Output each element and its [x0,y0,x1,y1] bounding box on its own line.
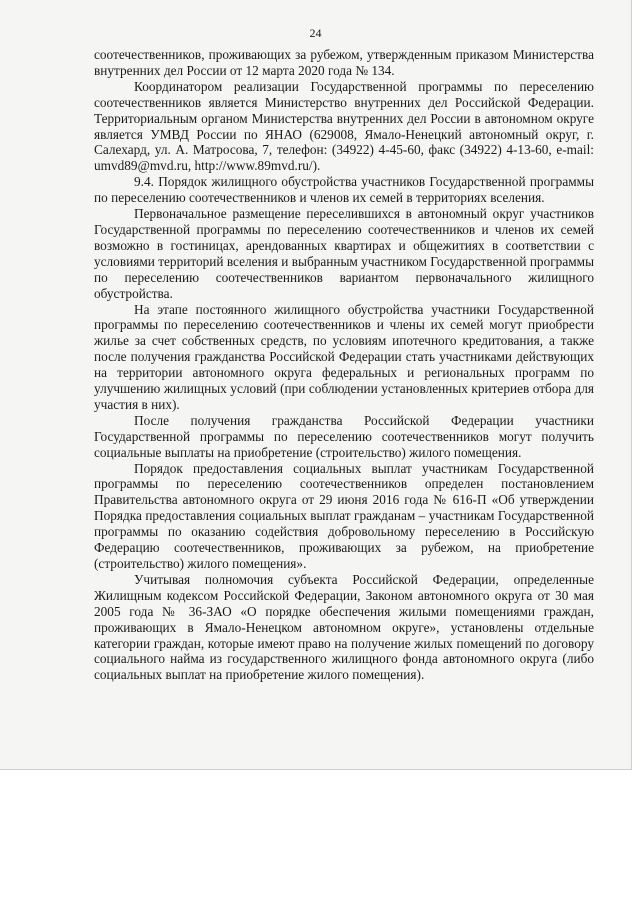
document-body [94,47,594,683]
paragraph-coordinator: Координатором реализации Государственной программы по переселению соотечественников является Министерство внутренних дел Российской Федерации. Территориальным органом Министерства внутренних дел России в автономном округе является УМВД России по ЯНАО (629008, Ямало-Ненецкий автономный округ, г. Салехард, ул. А. Матросова, 7, телефон: (34922) 4-45-60, факс (34922) 4-13-60, e-mail: umvd89@mvd.ru, http://www.89mvd.ru/). [94,78,594,174]
paragraph-social-payments: После получения гражданства Российской Федерации участники Государственной программы по переселению соотечественников могут получить социальные выплаты на приобретение (строительство) жилого помещения. [94,412,594,460]
paragraph-powers: Учитывая полномочия субъекта Российской Федерации, определенные Жилищным кодексом Российской Федерации, Законом автономного округа от 30 мая 2005 года № 36-ЗАО «О порядке обеспечения жилыми помещениями граждан, проживающих в Ямало-Ненецком автономном округе», установлены отдельные категории граждан, которые имеют право на получение жилых помещений по договору социального найма из государственного жилищного фонда автономного округа (либо социальных выплат на приобретение жилого помещения). [94,571,594,683]
paragraph-initial-housing: Первоначальное размещение переселившихся в автономный округ участников Государственной программы по переселению соотечественников и членов их семей возможно в гостиницах, арендованных квартирах и общежитиях в соответствии с условиями территорий вселения и выбранным участником Государственной программы по переселению соотечественников вариантом первоначального жилищного обустройства. [94,206,594,301]
section-heading-9-4: 9.4. Порядок жилищного обустройства участников Государственной программы по переселению соотечественников и членов их семей в территориях вселения. [94,174,594,206]
paragraph-payment-procedure: Порядок предоставления социальных выплат участникам Государственной программы по переселению соотечественников определен постановлением Правительства автономного округа от 29 июня 2016 года № 616-П «Об утверждении Порядка предоставления социальных выплат гражданам – участникам Государственной программы по оказанию содействия добровольному переселению в Российскую Федерацию соотечественников, проживающих за рубежом, на приобретение (строительство) жилого помещения». [94,460,594,571]
paragraph-permanent-housing: На этапе постоянного жилищного обустройства участники Государственной программы по переселению соотечественников и члены их семей могут приобрести жилье за счет собственных средств, по условиям ипотечного кредитования, а также после получения гражданства Российской Федерации стать участниками действующих на территории автономного округа федеральных и региональных программ по улучшению жилищных условий (при соблюдении установленных критериев отбора для участия в них). [94,301,594,412]
paragraph-continuation: соотечественников, проживающих за рубежом, утвержденным приказом Министерства внутренних дел России от 12 марта 2020 года № 134. [94,47,594,78]
page-number: 24 [309,26,322,40]
